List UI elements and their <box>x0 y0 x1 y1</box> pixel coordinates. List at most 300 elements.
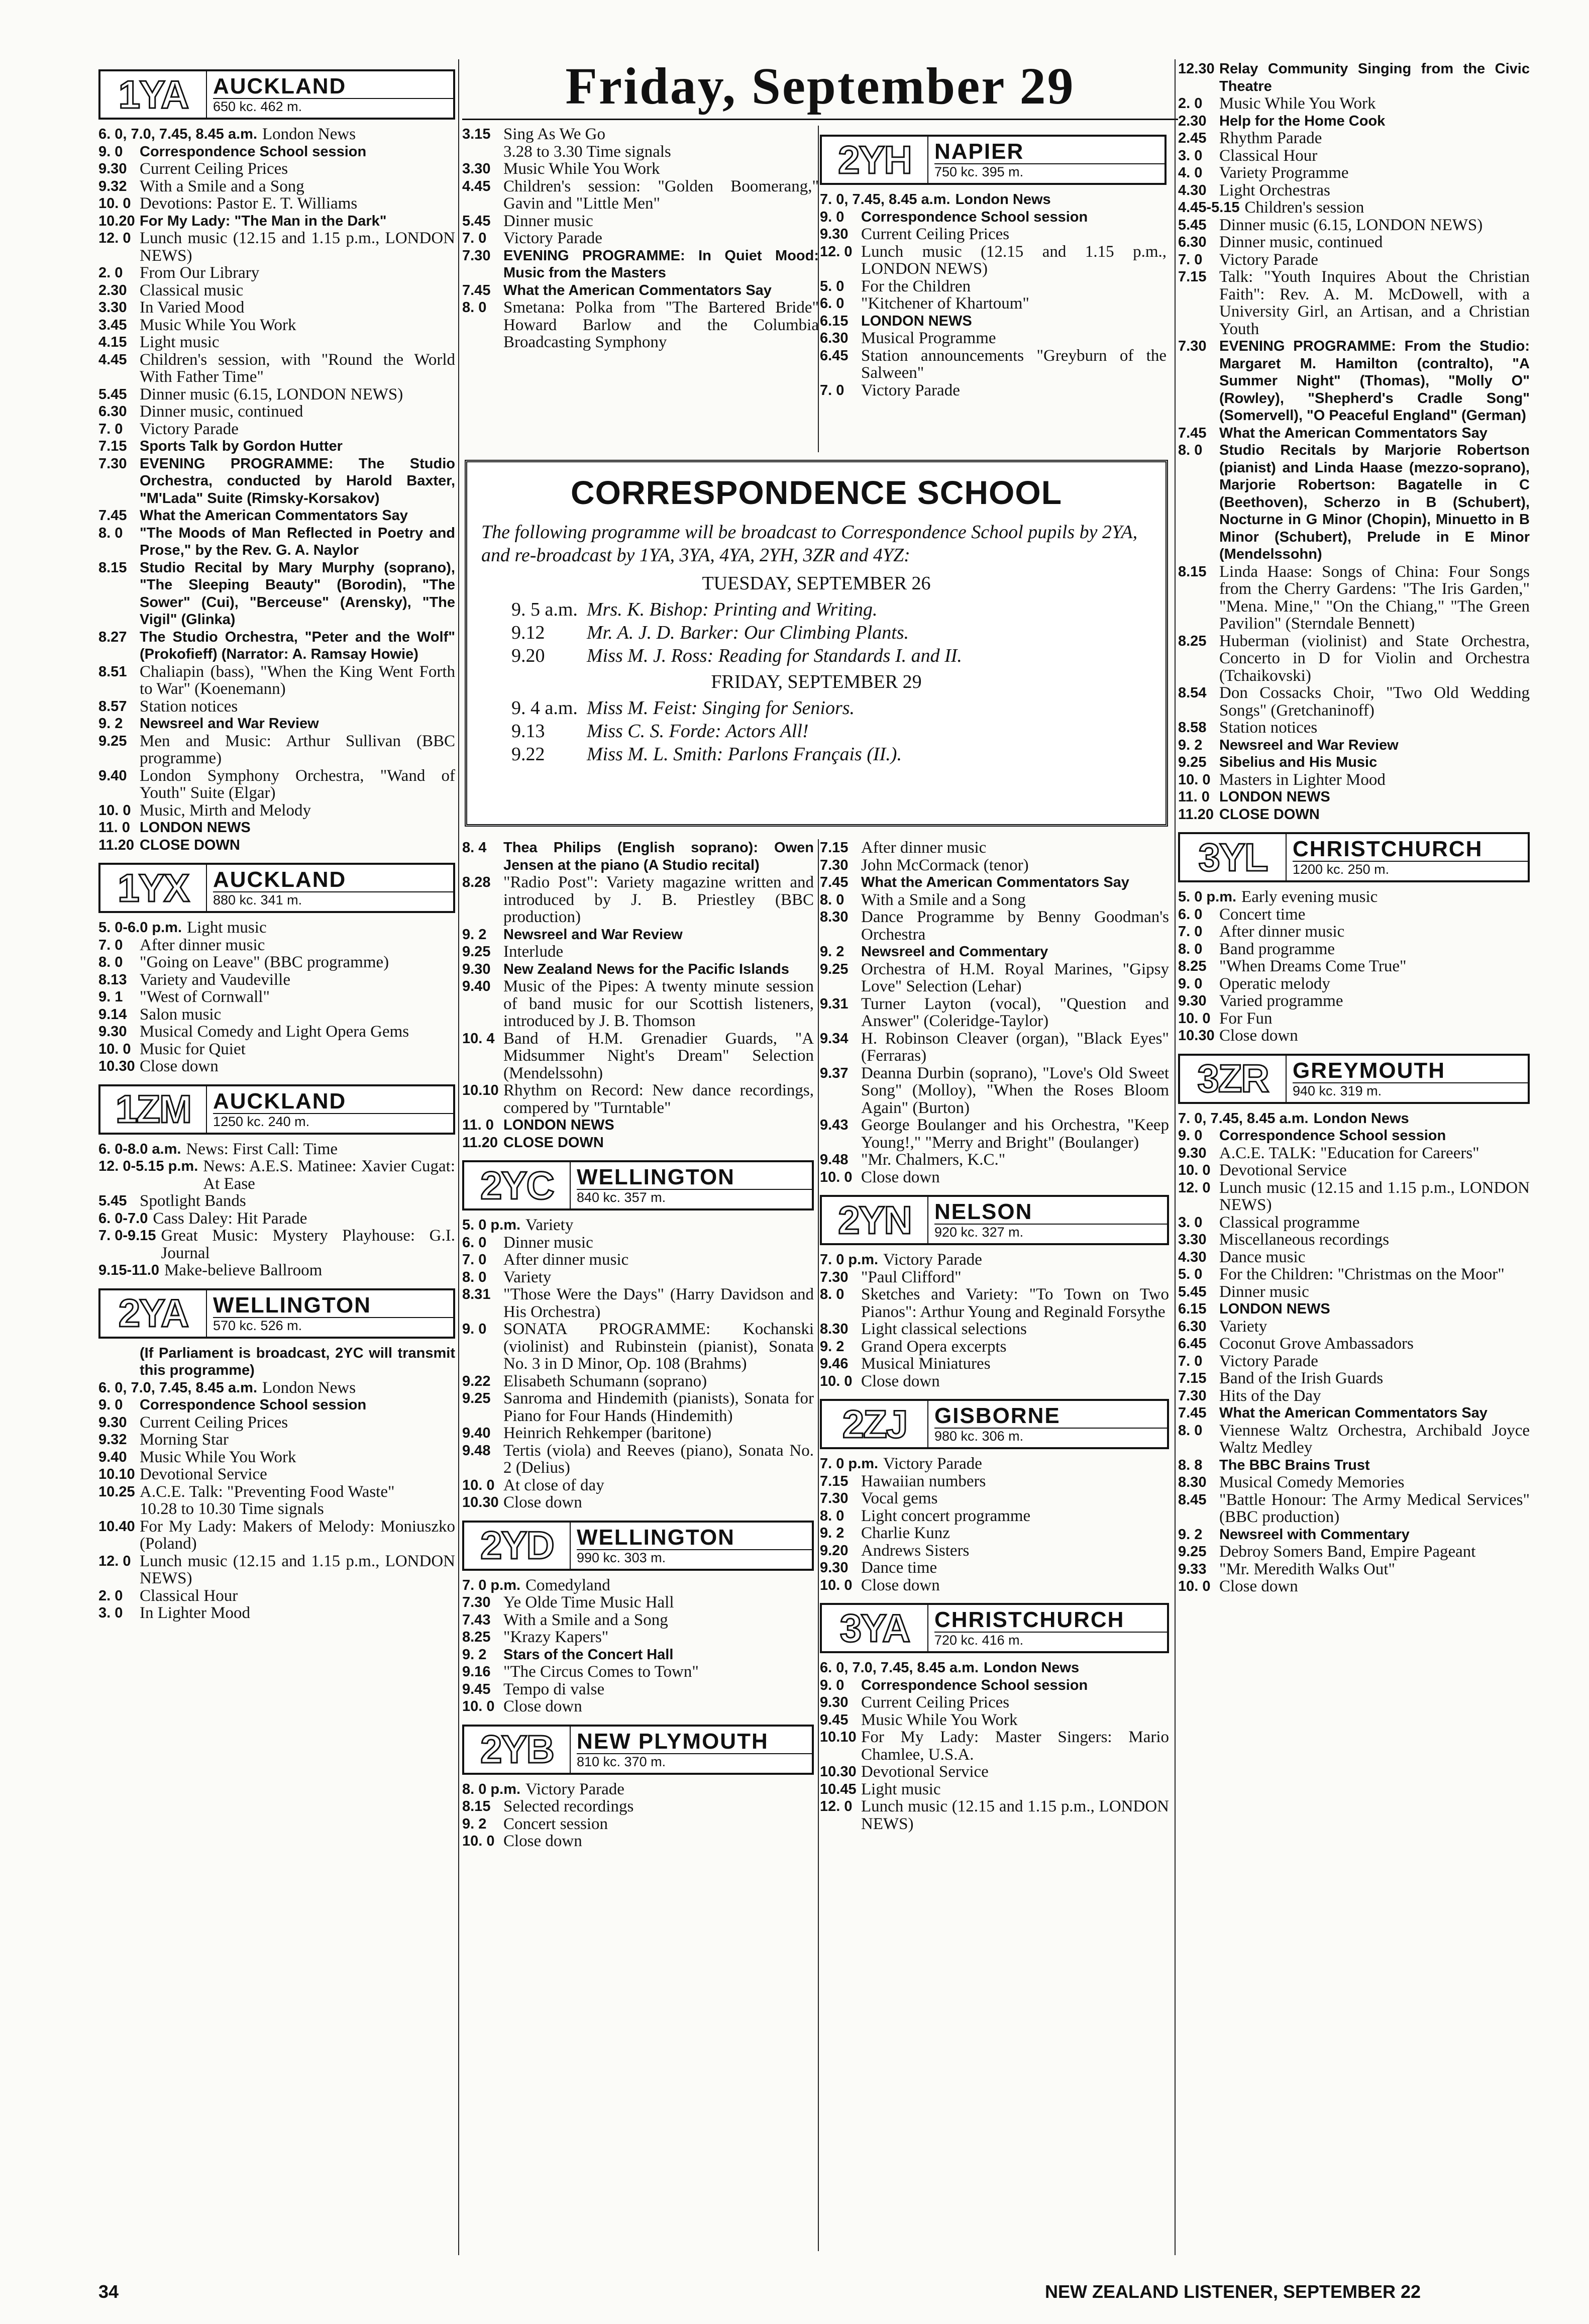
programme-time: 8.15 <box>98 559 127 576</box>
programme-time: 9.32 <box>98 178 127 194</box>
programme-time: 9. 0 <box>820 209 844 225</box>
programme-title: "The Moods of Man Reflected in Poetry and Prose," by the Rev. G. A. Naylor <box>140 525 455 558</box>
programme-title: LONDON NEWS <box>1219 789 1330 805</box>
station-city: GISBORNE <box>934 1403 1061 1428</box>
programme-time: 9.37 <box>820 1065 849 1081</box>
programme-title: Tempo di valse <box>503 1680 605 1698</box>
programme-time: 6. 0-8.0 a.m. <box>98 1141 181 1157</box>
column-1 <box>98 60 455 1622</box>
programme-entry <box>1178 923 1530 941</box>
programme-time <box>462 143 503 161</box>
programme-entry <box>1178 1231 1530 1249</box>
programme-time: 7. 0 <box>98 937 123 953</box>
programme-title: Musical Programme <box>861 329 996 347</box>
programme-entry <box>820 1798 1169 1833</box>
programme-entry <box>98 160 455 178</box>
programme-entry <box>820 1525 1169 1542</box>
programme-time: 6.30 <box>820 330 849 346</box>
programme-time: 10.40 <box>98 1518 135 1535</box>
programme-title: Light classical selections <box>861 1320 1027 1338</box>
programme-time: 9. 0 <box>98 1397 123 1413</box>
programme-title: Victory Parade <box>861 381 960 399</box>
programme-entry <box>98 1449 455 1466</box>
programme-time: 4.30 <box>1178 1249 1207 1265</box>
programme-entry <box>98 1518 455 1553</box>
programme-title: Victory Parade <box>1219 250 1318 269</box>
programme-entry <box>98 629 455 663</box>
programme-entry <box>98 230 455 264</box>
programme-entry <box>98 1227 455 1262</box>
station-frequency: 940 kc. 319 m. <box>1293 1082 1528 1098</box>
programme-title: Talk: "Youth Inquires About the Christian Faith": Rev. A. M. McDowell, with a University Girl, an Artisan, and a Christian Youth <box>1219 268 1530 338</box>
programme-time: 8.13 <box>98 971 127 988</box>
programme-entry <box>98 1192 455 1210</box>
programme-time: 9.20 <box>820 1542 849 1559</box>
programme-entry <box>98 1041 455 1058</box>
programme-title: Station announcements "Greyburn of the Salween" <box>861 346 1167 382</box>
programme-time: 9. 0 <box>1178 975 1203 992</box>
programme-entry <box>820 1763 1169 1781</box>
programme-title: London News <box>955 191 1051 208</box>
programme-title: For My Lady: "The Man in the Dark" <box>140 213 387 229</box>
programme-entry <box>1178 1266 1530 1283</box>
programme-entry <box>820 295 1167 313</box>
programme-title: Close down <box>503 1832 582 1850</box>
programme-time: 7.45 <box>820 874 849 890</box>
programme-entry <box>820 943 1169 961</box>
programme-time: 7. 0-9.15 <box>98 1228 156 1244</box>
programme-entry <box>1178 130 1530 147</box>
programme-entry <box>462 1833 814 1850</box>
station-frequency: 720 kc. 416 m. <box>934 1632 1167 1648</box>
programme-time: 9.32 <box>98 1432 127 1448</box>
programme-time: 9.48 <box>462 1442 491 1459</box>
programme-entry <box>820 209 1167 226</box>
programme-time: 9. 2 <box>462 926 487 943</box>
programme-time: 11.20 <box>1178 806 1214 823</box>
programme-entry <box>462 126 819 143</box>
programme-title: Debroy Somers Band, Empire Pageant <box>1219 1543 1476 1561</box>
programme-entry <box>1178 806 1530 824</box>
programme-time: 7.15 <box>1178 1370 1207 1386</box>
programme-title: Devotional Service <box>861 1763 989 1781</box>
programme-title: Band of H.M. Grenadier Guards, "A Midsummer Night's Dream" Selection (Mendelssohn) <box>503 1029 814 1082</box>
programme-title: "The Circus Comes to Town" <box>503 1663 699 1681</box>
correspondence-day-heading: TUESDAY, SEPTEMBER 26 <box>702 573 931 594</box>
programme-entry <box>98 1006 455 1024</box>
programme-entry <box>820 1559 1169 1577</box>
programme-time: 9. 0 <box>820 1677 844 1693</box>
programme-entry <box>98 733 455 767</box>
programme-title: Lunch music (12.15 and 1.15 p.m., LONDON NEWS) <box>861 242 1167 278</box>
programme-entry <box>1178 425 1530 442</box>
programme-title: For My Lady: Master Singers: Mario Chamlee, U.S.A. <box>861 1728 1169 1764</box>
station-header <box>462 1160 814 1210</box>
programme-time: 9.25 <box>1178 754 1207 770</box>
programme-title: Music for Quiet <box>140 1040 246 1058</box>
programme-entry <box>820 995 1169 1030</box>
station-call-sign: 2YD <box>464 1523 571 1569</box>
programme-time: 2.30 <box>1178 113 1207 129</box>
programme-entry <box>98 1379 455 1397</box>
station-header <box>1178 832 1530 882</box>
programme-title: Miscellaneous recordings <box>1219 1231 1390 1249</box>
programme-time: 9.40 <box>98 1449 127 1465</box>
programme-time: 8.54 <box>1178 685 1207 701</box>
programme-time: 8. 8 <box>1178 1457 1203 1473</box>
programme-entry <box>820 961 1169 995</box>
programme-entry <box>820 1490 1169 1507</box>
programme-time: 7. 0 <box>1178 1353 1203 1369</box>
programme-title: Music While You Work <box>140 316 296 334</box>
programme-time: 9.30 <box>1178 1145 1207 1161</box>
programme-entry <box>820 382 1167 399</box>
row-text: Miss C. S. Forde: Actors All! <box>587 721 809 742</box>
programme-title: Rhythm Parade <box>1219 129 1322 147</box>
programme-time: 8. 0 <box>98 525 123 541</box>
programme-entry <box>98 213 455 230</box>
programme-entry <box>820 839 1169 857</box>
programme-time: 9.30 <box>98 1024 127 1040</box>
programme-time: 10. 0 <box>820 1169 853 1185</box>
station-frequency: 840 kc. 357 m. <box>577 1189 812 1205</box>
programme-title: Interlude <box>503 943 564 961</box>
programme-entry <box>98 715 455 733</box>
programme-title: Lunch music (12.15 and 1.15 p.m., LONDON NEWS) <box>140 229 455 265</box>
programme-time: 12. 0 <box>1178 1179 1211 1196</box>
programme-entry <box>98 819 455 837</box>
programme-entry <box>462 1117 814 1134</box>
programme-entry <box>98 954 455 971</box>
programme-time: 7.30 <box>820 1269 849 1285</box>
programme-entry <box>820 1373 1169 1390</box>
programme-time: 7.30 <box>98 455 127 472</box>
programme-entry <box>1178 906 1530 924</box>
programme-title: "Kitchener of Khartoum" <box>861 294 1029 313</box>
programme-time: 9.16 <box>462 1664 491 1680</box>
programme-title: H. Robinson Cleaver (organ), "Black Eyes" (Ferraras) <box>861 1029 1169 1065</box>
station-frequency: 880 kc. 341 m. <box>213 891 453 907</box>
programme-entry <box>820 1286 1169 1321</box>
station-header <box>98 863 455 913</box>
programme-time: 5. 0 p.m. <box>462 1217 521 1233</box>
programme-title: Victory Parade <box>140 420 239 438</box>
station-city: AUCKLAND <box>213 74 347 98</box>
programme-entry <box>1178 251 1530 269</box>
programme-entry <box>98 1466 455 1483</box>
programme-entry <box>98 351 455 386</box>
station-header <box>98 1288 455 1339</box>
station-frequency: 570 kc. 526 m. <box>213 1317 453 1333</box>
programme-time: 10. 0 <box>820 1577 853 1593</box>
row-time: 9.12 <box>511 622 545 643</box>
station-call-sign: 1YA <box>100 71 207 118</box>
station-info <box>928 1197 1167 1243</box>
programme-title: Selected recordings <box>503 1797 634 1815</box>
programme-time: 7.45 <box>1178 425 1207 441</box>
programme-entry <box>462 143 819 161</box>
programme-time: 5. 0 <box>820 278 844 294</box>
column-3-bottom <box>820 839 1169 1833</box>
programme-entry <box>462 1494 814 1511</box>
programme-time: 5.45 <box>1178 217 1207 233</box>
programme-time: 7.15 <box>98 438 127 454</box>
programme-title: Children's session <box>1244 198 1364 217</box>
programme-title: Men and Music: Arthur Sullivan (BBC programme) <box>140 732 455 767</box>
programme-title: Newsreel and War Review <box>1219 737 1399 753</box>
correspondence-day <box>481 670 1151 766</box>
programme-entry <box>462 1629 814 1646</box>
programme-title: Classical Hour <box>1219 146 1318 165</box>
programme-title: "Mr. Meredith Walks Out" <box>1219 1560 1395 1578</box>
station-city: NELSON <box>934 1199 1033 1224</box>
programme-time: 9.25 <box>462 944 491 960</box>
programme-time: 8. 0 <box>1178 1422 1203 1439</box>
programme-entry <box>462 213 819 230</box>
station-call-sign: 2ZJ <box>822 1401 928 1447</box>
programme-entry <box>820 1577 1169 1594</box>
programme-title: Music While You Work <box>503 160 660 178</box>
programme-entry <box>820 1659 1169 1677</box>
programme-time: 9. 2 <box>98 716 123 732</box>
correspondence-day <box>481 572 1151 667</box>
programme-entry <box>820 1030 1169 1065</box>
correspondence-row <box>481 743 1151 766</box>
programme-time: 9.25 <box>1178 1544 1207 1560</box>
programme-title: Music While You Work <box>140 1448 296 1466</box>
programme-entry <box>1178 1249 1530 1266</box>
programme-entry <box>98 1396 455 1414</box>
programme-time: 6.30 <box>1178 1318 1207 1335</box>
programme-title: Morning Star <box>140 1431 229 1449</box>
programme-entry <box>820 226 1167 243</box>
programme-entry <box>462 1442 814 1477</box>
programme-time: 11.20 <box>98 837 134 853</box>
programme-entry <box>1178 1404 1530 1422</box>
column-3-top <box>820 126 1167 399</box>
programme-title: Music, Mirth and Melody <box>140 801 311 820</box>
column-rule <box>818 839 819 2251</box>
programme-title: EVENING PROGRAMME: From the Studio: Margaret M. Hamilton (contralto), "A Summer Night" (Thomas), "Molly O" (Rowley), "Shepherd's Cradle Song" (Somervell), "O Peaceful England" (German) <box>1219 338 1530 424</box>
programme-entry <box>98 1431 455 1449</box>
programme-entry <box>820 347 1167 382</box>
programme-time: 9.33 <box>1178 1561 1207 1577</box>
programme-entry <box>820 1151 1169 1169</box>
programme-entry <box>1178 1010 1530 1028</box>
programme-entry <box>1178 1300 1530 1318</box>
station-frequency: 1250 kc. 240 m. <box>213 1113 453 1129</box>
programme-entry <box>820 1455 1169 1473</box>
programme-time: 6.30 <box>98 403 127 420</box>
programme-entry <box>1178 958 1530 975</box>
programme-time: 6.45 <box>820 347 849 364</box>
programme-time: 8. 0 p.m. <box>462 1781 521 1797</box>
programme-time <box>98 1500 140 1518</box>
programme-time: 9.25 <box>462 1390 491 1406</box>
programme-entry <box>462 1663 814 1681</box>
programme-entry <box>98 1262 455 1279</box>
station-city: AUCKLAND <box>213 1088 347 1114</box>
programme-title: Spotlight Bands <box>140 1192 246 1210</box>
programme-title: (If Parliament is broadcast, 2YC will transmit this programme) <box>140 1345 455 1378</box>
programme-title: London News <box>984 1660 1080 1676</box>
station-city: WELLINGTON <box>577 1165 735 1189</box>
programme-time: 10. 0 <box>98 802 131 819</box>
programme-title: Sibelius and His Music <box>1219 754 1378 770</box>
programme-title: Current Ceiling Prices <box>140 160 288 178</box>
programme-time: 6.15 <box>1178 1301 1207 1317</box>
programme-entry <box>820 908 1169 943</box>
programme-title: "Mr. Chalmers, K.C." <box>861 1151 1006 1169</box>
programme-entry <box>1178 164 1530 182</box>
programme-title: Sing As We Go <box>503 125 606 143</box>
programme-entry <box>462 247 819 282</box>
programme-title: With a Smile and a Song <box>503 1610 668 1629</box>
programme-title: Classical music <box>140 281 244 299</box>
programme-time: 8.15 <box>462 1798 491 1814</box>
programme-entry <box>1178 754 1530 771</box>
programme-entry <box>462 1477 814 1494</box>
programme-title: CLOSE DOWN <box>1219 806 1320 823</box>
station-call-sign: 2YH <box>822 137 928 183</box>
programme-title: Close down <box>1219 1577 1298 1595</box>
programme-entry <box>1178 992 1530 1010</box>
programme-title: For the Children: "Christmas on the Moor" <box>1219 1265 1505 1283</box>
programme-title: News: A.E.S. Matinee: Xavier Cugat: At Ease <box>203 1157 455 1193</box>
programme-entry <box>1178 1110 1530 1128</box>
programme-time: 8.25 <box>1178 958 1207 974</box>
station-info <box>928 137 1164 183</box>
programme-time: 10. 0 <box>98 195 131 212</box>
programme-entry <box>462 1781 814 1798</box>
programme-entry <box>98 386 455 403</box>
programme-entry <box>462 1082 814 1117</box>
programme-time: 6. 0, 7.0, 7.45, 8.45 a.m. <box>98 126 257 142</box>
programme-title: Hawaiian numbers <box>861 1472 986 1490</box>
programme-title: Make-believe Ballroom <box>164 1261 323 1279</box>
programme-title: CLOSE DOWN <box>140 837 240 853</box>
programme-time: 2. 0 <box>98 1587 123 1604</box>
programme-time: 12. 0 <box>98 230 131 246</box>
programme-entry <box>1178 1318 1530 1336</box>
programme-entry <box>98 1345 455 1379</box>
programme-title: John McCormack (tenor) <box>861 856 1029 874</box>
programme-time: 7.45 <box>462 282 491 298</box>
programme-title: EVENING PROGRAMME: In Quiet Mood: Music from the Masters <box>503 247 819 281</box>
programme-title: Children's session: "Golden Boomerang," Gavin and "Little Men" <box>503 177 819 213</box>
programme-title: Turner Layton (vocal), "Question and Answer" (Coleridge-Taylor) <box>861 994 1169 1030</box>
programme-time: 7.15 <box>820 1473 849 1489</box>
programme-title: Comedyland <box>525 1576 610 1594</box>
programme-entry <box>462 299 819 351</box>
programme-time: 9.30 <box>98 1414 127 1431</box>
programme-title: In Lighter Mood <box>140 1604 250 1622</box>
programme-entry <box>1178 1027 1530 1045</box>
programme-time: 7.15 <box>1178 269 1207 285</box>
row-time: 9.22 <box>511 744 545 765</box>
programme-time: 9. 0 <box>1178 1128 1203 1144</box>
programme-entry <box>820 857 1169 874</box>
programme-title: With a Smile and a Song <box>861 890 1026 909</box>
programme-entry <box>462 1269 814 1286</box>
station-frequency: 1200 kc. 250 m. <box>1293 861 1528 877</box>
programme-time: 7. 0 <box>1178 251 1203 268</box>
station-info <box>1287 1056 1528 1102</box>
programme-title: Devotional Service <box>140 1465 267 1483</box>
programme-title: Correspondence School session <box>861 209 1088 225</box>
programme-time: 2. 0 <box>98 265 123 281</box>
programme-time: 10. 0 <box>462 1833 495 1849</box>
programme-time: 7.30 <box>820 857 849 873</box>
programme-title: Light music <box>140 333 220 351</box>
programme-time: 8. 0 <box>462 1269 487 1285</box>
programme-title: Classical programme <box>1219 1213 1360 1232</box>
programme-time: 2.30 <box>98 282 127 298</box>
programme-entry <box>1178 1283 1530 1301</box>
programme-title: Vocal gems <box>861 1489 938 1507</box>
programme-title: After dinner music <box>503 1251 629 1269</box>
programme-time: 9.15-11.0 <box>98 1262 159 1278</box>
programme-entry <box>820 1729 1169 1763</box>
programme-entry <box>1178 941 1530 958</box>
programme-title: "Battle Honour: The Army Medical Services" (BBC production) <box>1219 1490 1530 1526</box>
programme-time: 10.45 <box>820 1781 857 1797</box>
programme-entry <box>98 937 455 954</box>
programme-entry <box>820 1677 1169 1694</box>
station-call-sign: 2YC <box>464 1162 571 1208</box>
programme-entry <box>98 438 455 455</box>
programme-entry <box>820 1542 1169 1560</box>
programme-time: 9. 0 <box>98 143 123 160</box>
programme-title: London News <box>262 1378 356 1397</box>
programme-time: 9.30 <box>820 226 849 242</box>
programme-time: 5. 0 p.m. <box>1178 889 1237 905</box>
programme-time: 9.30 <box>820 1694 849 1710</box>
programme-title: What the American Commentators Say <box>1219 425 1488 441</box>
programme-entry <box>462 1698 814 1715</box>
programme-time: 12. 0 <box>820 243 853 260</box>
row-text: Mrs. K. Bishop: Printing and Writing. <box>587 599 878 620</box>
programme-entry <box>1178 268 1530 338</box>
programme-title: Concert session <box>503 1814 608 1833</box>
programme-title: News: First Call: Time <box>186 1140 338 1158</box>
programme-title: Stars of the Concert Hall <box>503 1646 674 1663</box>
programme-title: EVENING PROGRAMME: The Studio Orchestra, conducted by Harold Baxter, "M'Lada" Suite (Rimsky-Korsakov) <box>140 455 455 507</box>
programme-entry <box>1178 1474 1530 1491</box>
station-call-sign: 2YB <box>464 1727 571 1773</box>
programme-time: 8.28 <box>462 874 491 890</box>
programme-time: 9.34 <box>820 1030 849 1047</box>
programme-time: 6. 0 <box>462 1234 487 1251</box>
programme-time: 3. 0 <box>1178 1214 1203 1231</box>
station-header <box>462 1725 814 1775</box>
programme-time: 7.15 <box>820 840 849 856</box>
programme-title: A.C.E. Talk: "Preventing Food Waste" <box>140 1482 395 1501</box>
programme-time: 9. 2 <box>462 1646 487 1663</box>
programme-title: The BBC Brains Trust <box>1219 1457 1370 1473</box>
station-call-sign: 2YA <box>100 1290 207 1337</box>
programme-entry <box>462 978 814 1030</box>
programme-entry <box>1178 1578 1530 1595</box>
station-frequency: 990 kc. 303 m. <box>577 1549 812 1565</box>
programme-time: 7.30 <box>1178 1387 1207 1404</box>
row-text: Miss M. J. Ross: Reading for Standards I. and II. <box>587 645 962 666</box>
programme-entry <box>1178 1526 1530 1544</box>
station-header <box>1178 1054 1530 1104</box>
programme-title: Light music <box>187 919 267 937</box>
programme-entry <box>98 1058 455 1075</box>
programme-title: London Symphony Orchestra, "Wand of Youth" Suite (Elgar) <box>140 766 455 802</box>
